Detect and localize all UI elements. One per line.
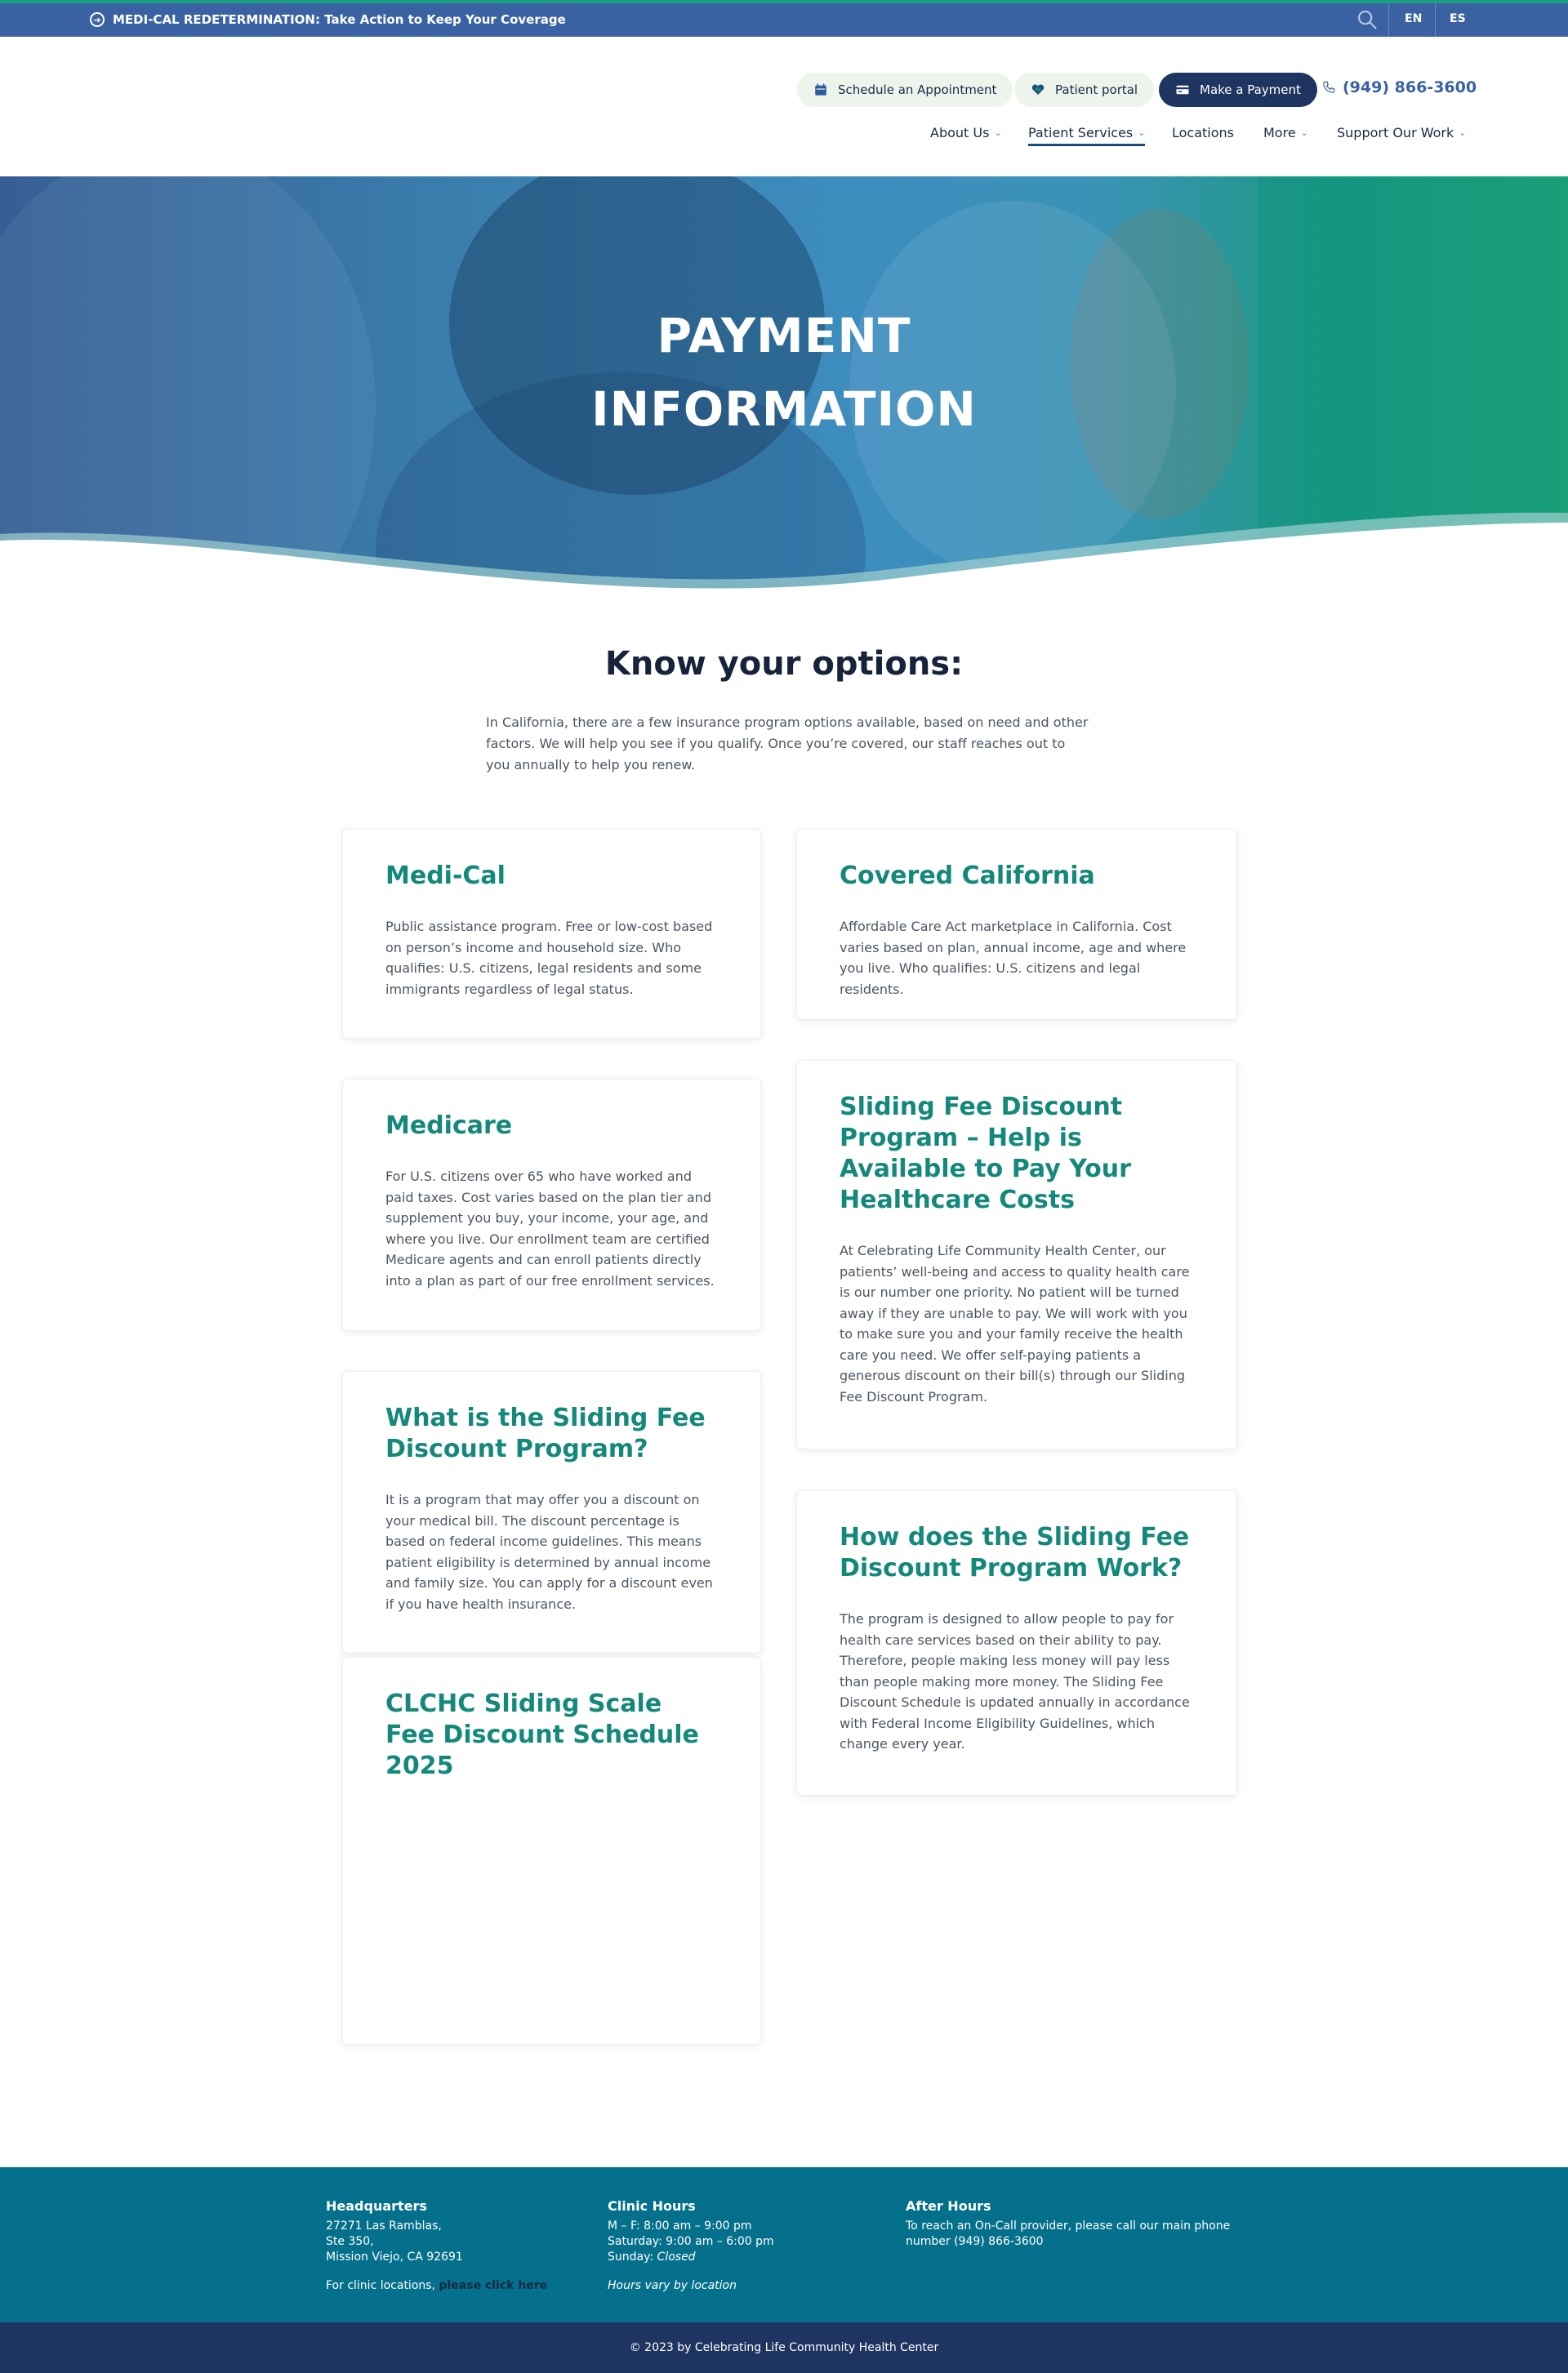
covered-california-card — [796, 829, 1237, 1020]
footer-after-hours — [906, 2198, 1241, 2250]
site-header — [0, 37, 1568, 176]
heart-hand-icon — [1031, 82, 1045, 97]
address-line: Mission Viejo, CA 92691 — [326, 2251, 463, 2264]
footer-clinic-hours — [608, 2198, 869, 2294]
nav-patient-services-label: Patient Services — [1028, 125, 1134, 140]
make-payment-label: Make a Payment — [1200, 82, 1301, 97]
sunday-label: Sunday: — [608, 2251, 654, 2264]
hours-line: Saturday: 9:00 am – 6:00 pm — [608, 2235, 774, 2248]
nav-support-our-work[interactable] — [1337, 125, 1466, 140]
footer-headquarters — [326, 2198, 571, 2294]
hero-banner — [0, 176, 1568, 591]
nav-more-label: More — [1263, 125, 1296, 140]
medi-cal-alert-link[interactable] — [90, 9, 566, 30]
what-is-sliding-fee-card — [342, 1371, 761, 1654]
alert-bar — [0, 0, 1568, 37]
section-title: Know your options: — [604, 645, 964, 683]
chevron-down-icon: ⌄ — [1459, 127, 1467, 138]
lang-es[interactable]: ES — [1450, 12, 1466, 25]
schedule-appointment-label: Schedule an Appointment — [838, 82, 997, 97]
copyright-bar — [0, 2322, 1568, 2373]
lang-divider — [1388, 3, 1389, 37]
chevron-down-icon: ⌄ — [1138, 127, 1146, 138]
card-title: How does the Sliding Fee Discount Program Work? — [840, 1523, 1190, 1583]
card-title: Medi-Cal — [385, 861, 506, 890]
schedule-appointment-button[interactable] — [797, 73, 1013, 107]
nav-about-us[interactable] — [930, 125, 1002, 140]
clinic-locations-prefix: For clinic locations, — [326, 2279, 436, 2292]
card-title: Sliding Fee Discount Program – Help is Available to Pay Your Healthcare Costs — [840, 1093, 1131, 1214]
hours-line: M – F: 8:00 am – 9:00 pm — [608, 2219, 752, 2233]
hero-title-line1: PAYMENT — [657, 308, 911, 363]
sliding-fee-help-card — [796, 1060, 1237, 1449]
card-title: Medicare — [385, 1111, 513, 1140]
card-text: At Celebrating Life Community Health Center, our patients’ well-being and access to quality health care is our number one priority. No patient will be turned away if they are unable to pay. We will work with you to make sure you and your family receive the health care you need. We offer self-paying patients a generous discount on their bill(s) through our Sliding Fee Discount Program. — [840, 1243, 1190, 1405]
hero-wave-divider — [0, 503, 1568, 591]
patient-portal-label: Patient portal — [1055, 82, 1138, 97]
card-text: Public assistance program. Free or low-cost based on person’s income and household size. Who qualifies: U.S. citizens, legal residents and some immigrants regardless of legal status. — [385, 919, 713, 997]
after-hours-text: To reach an On-Call provider, please call our main phone number (949) 866-3600 — [906, 2219, 1231, 2248]
calendar-icon — [813, 82, 828, 97]
footer-heading: After Hours — [906, 2198, 991, 2214]
card-title: What is the Sliding Fee Discount Program? — [385, 1404, 706, 1463]
sunday-value: Closed — [657, 2251, 696, 2264]
footer-heading: Clinic Hours — [608, 2198, 696, 2214]
nav-about-us-label: About Us — [930, 125, 990, 140]
card-title: CLCHC Sliding Scale Fee Discount Schedule 2025 — [385, 1690, 699, 1780]
fee-schedule-card — [342, 1657, 761, 2045]
medi-cal-card — [342, 829, 761, 1039]
footer-heading: Headquarters — [326, 2198, 427, 2214]
chevron-down-icon: ⌄ — [1300, 127, 1308, 138]
medicare-card — [342, 1079, 761, 1331]
phone-icon — [1321, 80, 1336, 95]
hero-title — [0, 299, 1568, 446]
patient-portal-button[interactable] — [1014, 73, 1154, 107]
nav-more[interactable] — [1263, 125, 1308, 140]
make-payment-button[interactable] — [1159, 73, 1317, 107]
nav-support-label: Support Our Work — [1337, 125, 1454, 140]
credit-card-icon — [1175, 82, 1190, 97]
hours-note: Hours vary by location — [608, 2279, 737, 2292]
card-text: The program is designed to allow people to pay for health care services based on their ability to pay. Therefore, people making less money will pay less than people making more money. The Sliding Fee Discount Schedule is updated annually in accordance with Federal Income Eligibility Guidelines, which change every year. — [840, 1611, 1190, 1752]
address-line: 27271 Las Ramblas, — [326, 2219, 442, 2233]
nav-locations-label: Locations — [1172, 125, 1235, 140]
phone-number: (949) 866-3600 — [1343, 78, 1477, 96]
address-line: Ste 350, — [326, 2235, 374, 2248]
nav-locations[interactable] — [1172, 125, 1234, 140]
alert-text: MEDI-CAL REDETERMINATION: Take Action to Keep Your Coverage — [113, 12, 566, 27]
card-title: Covered California — [840, 861, 1095, 890]
card-text: Affordable Care Act marketplace in California. Cost varies based on plan, annual income, age and where you live. Who qualifies: U.S. citizens and legal residents. — [840, 919, 1187, 997]
hero-title-line2: INFORMATION — [591, 381, 977, 437]
card-text: For U.S. citizens over 65 who have worked and paid taxes. Cost varies based on the plan tier and supplement you buy, your income, your age, and where you live. Our enrollment team are certified Medicare agents and can enroll patients directly into a plan as part of our free enrollment services. — [385, 1169, 715, 1289]
phone-link[interactable] — [1321, 78, 1477, 96]
card-text: It is a program that may offer you a discount on your medical bill. The discount percentage is based on federal income guidelines. This means patient eligibility is determined by annual income and family size. You can apply for a discount even if you have health insurance. — [385, 1492, 713, 1612]
hours-line-sunday — [608, 2250, 869, 2265]
search-icon[interactable] — [1356, 8, 1379, 31]
chevron-down-icon: ⌄ — [994, 127, 1002, 138]
lang-en[interactable]: EN — [1405, 12, 1423, 25]
lang-divider — [1435, 3, 1436, 37]
arrow-circle-icon: ➜ — [90, 12, 105, 27]
nav-patient-services[interactable] — [1028, 125, 1145, 146]
how-sliding-fee-works-card — [796, 1490, 1237, 1796]
clinic-locations-link[interactable]: please click here — [439, 2279, 548, 2292]
intro-text: In California, there are a few insurance program options available, based on need and other factors. We will help you see if you qualify. Once you’re covered, our staff reaches out to you annually to help you renew. — [486, 715, 1089, 772]
site-footer — [0, 2167, 1568, 2322]
clinic-locations-text — [326, 2278, 571, 2294]
copyright-text: © 2023 by Celebrating Life Community Health Center — [629, 2341, 939, 2354]
